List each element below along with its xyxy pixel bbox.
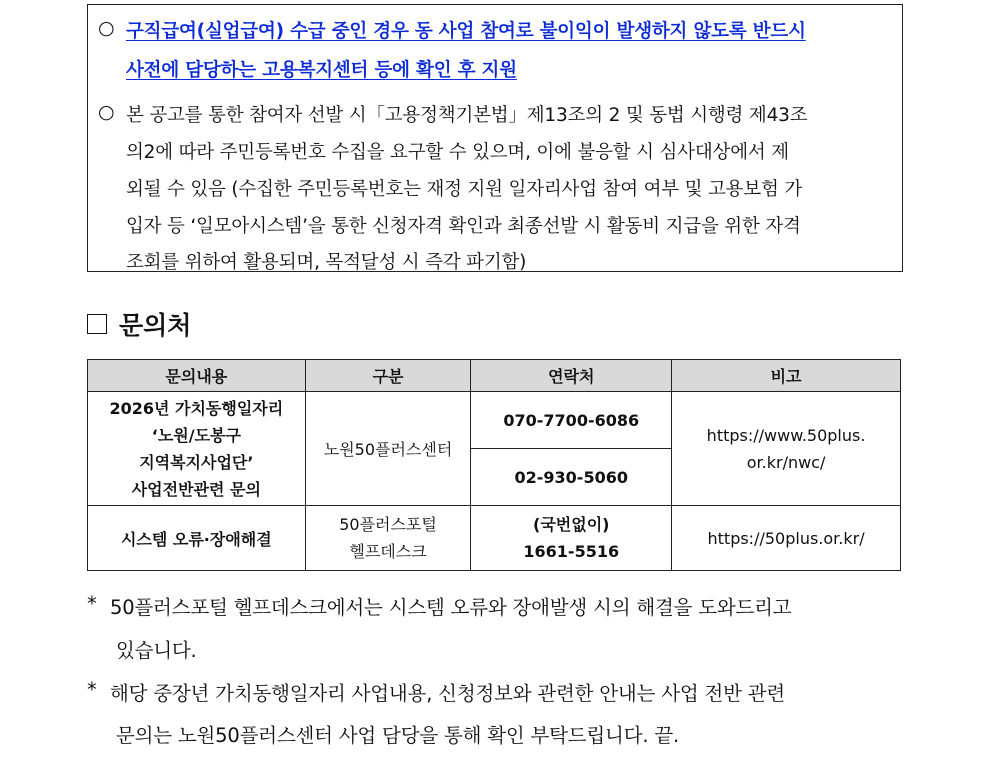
header-division: 구분 [305, 360, 471, 392]
cell-phone: 070-7700-6086 [471, 392, 672, 449]
bullet-circle: ○ [98, 17, 115, 39]
header-content: 문의내용 [88, 360, 306, 392]
cell-content [88, 392, 306, 506]
table-header-row [88, 360, 901, 392]
footnote2-line2: 문의는 노원50플러스센터 사업 담당을 통해 확인 부탁드립니다. 끝. [116, 724, 679, 747]
cell-division: 노원50플러스센터 [305, 392, 471, 506]
notice-box [87, 4, 903, 272]
content-line: 2026년 가치동행일자리 [109, 398, 284, 418]
cell-phone: 02-930-5060 [471, 449, 672, 506]
notice-item2-line5: 조회를 위하여 활용되며, 목적달성 시 즉각 파기함) [126, 252, 527, 273]
footnote-mark: * [87, 592, 97, 615]
content-line: ‘노원/도봉구 [151, 425, 241, 445]
header-note: 비고 [672, 360, 901, 392]
cell-note-link[interactable] [672, 392, 901, 506]
section-heading [87, 306, 191, 342]
footnote1-line2: 있습니다. [116, 639, 197, 662]
table-row [88, 392, 901, 449]
header-contact: 연락처 [471, 360, 672, 392]
notice-item1-line1: 구직급여(실업급여) 수급 중인 경우 동 사업 참여로 불이익이 발생하지 않도록 반드시 [126, 21, 806, 42]
notice-item2-line1: 본 공고를 통한 참여자 선발 시「고용정책기본법」제13조의 2 및 동법 시행령 제43조 [126, 105, 808, 126]
content-line: 지역복지사업단’ [139, 452, 254, 472]
footnote-mark: * [87, 678, 97, 701]
notice-item1-line2: 사전에 담당하는 고용복지센터 등에 확인 후 지원 [126, 60, 517, 81]
notice-item2-line3: 외될 수 있음 (수집한 주민등록번호는 재정 지원 일자리사업 참여 여부 및 고용보험 가 [126, 179, 803, 200]
note-line: or.kr/nwc/ [746, 452, 826, 472]
note-line: https://www.50plus. [706, 425, 866, 445]
content-line: 사업전반관련 문의 [131, 479, 261, 499]
contact-table [87, 359, 901, 571]
cell-division [305, 506, 471, 571]
table-row [88, 506, 901, 571]
phone-line: (국번없이) [533, 515, 610, 534]
division-line: 헬프데스크 [349, 542, 427, 561]
footnote2-line1: 해당 중장년 가치동행일자리 사업내용, 신청정보와 관련한 안내는 사업 전반 관련 [110, 682, 786, 705]
division-line: 50플러스포털 [339, 515, 437, 534]
notice-item2-line2: 의2에 따라 주민등록번호 수집을 요구할 수 있으며, 이에 불응할 시 심사대상에서 제 [126, 142, 789, 163]
phone-line: 1661-5516 [523, 542, 620, 561]
cell-content: 시스템 오류·장애해결 [88, 506, 306, 571]
footnote1-line1: 50플러스포털 헬프데스크에서는 시스템 오류와 장애발생 시의 해결을 도와드리고 [110, 596, 792, 619]
bullet-circle: ○ [98, 101, 115, 123]
cell-note-link[interactable]: https://50plus.or.kr/ [672, 506, 901, 571]
section-title: 문의처 [119, 311, 192, 340]
checkbox-square-icon [87, 314, 107, 334]
notice-item2-line4: 입자 등 ‘일모아시스템’을 통한 신청자격 확인과 최종선발 시 활동비 지급을 위한 자격 [126, 216, 801, 237]
cell-phone [471, 506, 672, 571]
